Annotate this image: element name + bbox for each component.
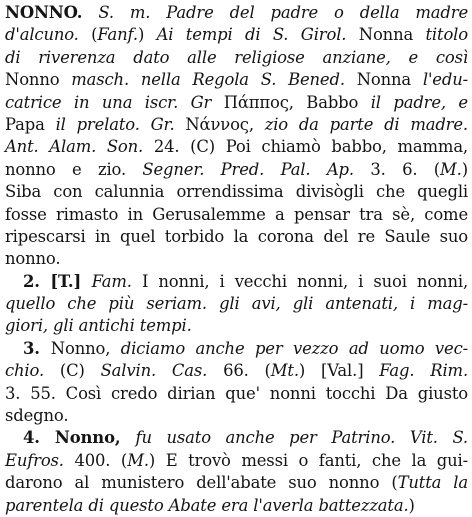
entry-line	[5, 226, 468, 248]
entry-text-segment: Tutta la	[397, 473, 468, 493]
entry-line	[5, 92, 468, 114]
entry-line	[5, 450, 468, 472]
entry-text-segment: fosse rimasto in Gerusalemme a pensar tra sè, come	[5, 204, 468, 224]
entry-text-segment: )	[461, 159, 468, 179]
entry-text-segment: darono al munistero dell'abate suo nonno (	[5, 473, 398, 493]
entry-text-segment: Siba con calunnia orrendissima divisògli che quegli	[5, 182, 468, 202]
entry-text-segment: chio.	[5, 361, 45, 381]
entry-line	[5, 248, 468, 270]
entry-text-segment: Fanf.	[97, 25, 138, 45]
entry-text-segment: Fam.	[91, 271, 132, 291]
entry-text-segment: )	[408, 495, 415, 515]
entry-line	[5, 24, 468, 46]
entry-text-segment: NONNO.	[5, 3, 83, 22]
entry-text-segment: giori, gli antichi tempi.	[5, 316, 192, 336]
entry-text-segment: Eufros.	[5, 450, 64, 470]
entry-line	[5, 405, 468, 427]
entry-text-segment: Papa	[5, 114, 56, 134]
entry-text-segment: (C)	[44, 361, 101, 381]
entry-text-segment: Fag. Rim.	[379, 361, 469, 381]
entry-text-segment: Babbo	[306, 92, 371, 112]
entry-line	[5, 114, 468, 136]
entry-text-segment: masch. nella Regola S. Bened.	[71, 70, 345, 90]
entry-line	[5, 47, 468, 69]
entry-text-segment: Padre del padre o della madre	[166, 3, 468, 22]
entry-text-segment: nonno e zio.	[5, 159, 143, 179]
entry-line	[5, 69, 468, 91]
entry-text-segment: fu usato anche per Patrino. Vit. S.	[135, 428, 468, 448]
entry-line	[5, 315, 468, 337]
entry-text-segment: I nonni, i vecchi nonni, i suoi nonni,	[131, 271, 468, 291]
entry-text-segment: titolo	[425, 25, 468, 45]
entry-text-segment: )	[137, 25, 157, 45]
entry-text-segment: Ai tempi di S. Girol.	[156, 25, 347, 45]
entry-text-segment: 4. Nonno,	[23, 428, 136, 448]
entry-text-segment: ) E trovò messi o fanti, che la gui-	[148, 450, 468, 470]
entry-line	[5, 293, 468, 315]
entry-line	[5, 383, 468, 405]
entry-text-segment: 3. 6. (	[353, 159, 441, 179]
entry-text-segment: Salvin. Cas.	[100, 361, 208, 381]
entry-text-segment: sdegno.	[5, 406, 69, 426]
entry-line	[5, 271, 468, 293]
entry-text-segment: 24. (C) Poi chiamò babbo, mamma,	[153, 137, 468, 157]
entry-text-segment: parentela di questo Abate era l'averla battezzata.	[5, 495, 409, 515]
entry-text-segment: Ant. Alam. Son.	[5, 137, 154, 157]
entry-line	[5, 338, 468, 360]
entry-text-segment: di riverenza dato alle religiose anziane, e così	[5, 47, 468, 67]
entry-line	[5, 204, 468, 226]
entry-text-segment: 400. (	[63, 450, 128, 470]
entry-text-segment: d'alcuno.	[5, 25, 79, 45]
entry-text-segment: l'edu-	[422, 70, 468, 90]
dictionary-entry-nonno	[5, 2, 468, 517]
entry-text-segment: nonno.	[5, 249, 61, 269]
entry-text-segment: Segner. Pred. Pal. Ap.	[142, 159, 354, 179]
entry-text-segment: 3.	[23, 338, 51, 358]
entry-line	[5, 136, 468, 158]
entry-text-segment: 66. (	[207, 361, 271, 381]
entry-text-segment: il padre, e	[370, 92, 468, 112]
entry-text-segment: catrice in una iscr. Gr	[5, 92, 224, 112]
entry-text-segment: Νάννος,	[185, 114, 265, 134]
entry-text-segment: (	[78, 25, 98, 45]
entry-text-segment: M.	[127, 450, 149, 470]
entry-line	[5, 427, 468, 449]
entry-text-segment: ripescarsi in quel torbido la corona del re Saule suo	[5, 226, 468, 246]
entry-text-segment: Mt.	[270, 361, 299, 381]
entry-text-segment: Nonno,	[50, 338, 121, 358]
entry-text-segment: Nonna	[346, 25, 426, 45]
entry-text-segment: M.	[440, 159, 462, 179]
entry-text-segment: il prelato. Gr.	[55, 114, 186, 134]
entry-text-segment: 3. 55. Così credo dirian que' nonni tocchi Da giusto	[5, 383, 468, 403]
entry-text-segment: S. m.	[82, 3, 167, 22]
entry-text-segment: Nonno	[5, 70, 72, 90]
entry-text-segment: zio da parte di madre.	[264, 114, 468, 134]
entry-line	[5, 159, 468, 181]
entry-line	[5, 472, 468, 494]
entry-text-segment: Πάππος,	[223, 92, 307, 112]
entry-line	[5, 181, 468, 203]
entry-text-segment: ) [Val.]	[298, 361, 380, 381]
entry-line	[5, 2, 468, 24]
entry-line	[5, 495, 468, 517]
entry-line	[5, 360, 468, 382]
entry-text-segment: Nonna	[344, 70, 423, 90]
entry-text-segment: 2. [T.]	[23, 271, 92, 291]
entry-text-segment: quello che più seriam. gli avi, gli antenati, i mag-	[5, 294, 468, 314]
entry-text-segment: diciamo anche per vezzo ad uomo vec-	[120, 338, 469, 358]
